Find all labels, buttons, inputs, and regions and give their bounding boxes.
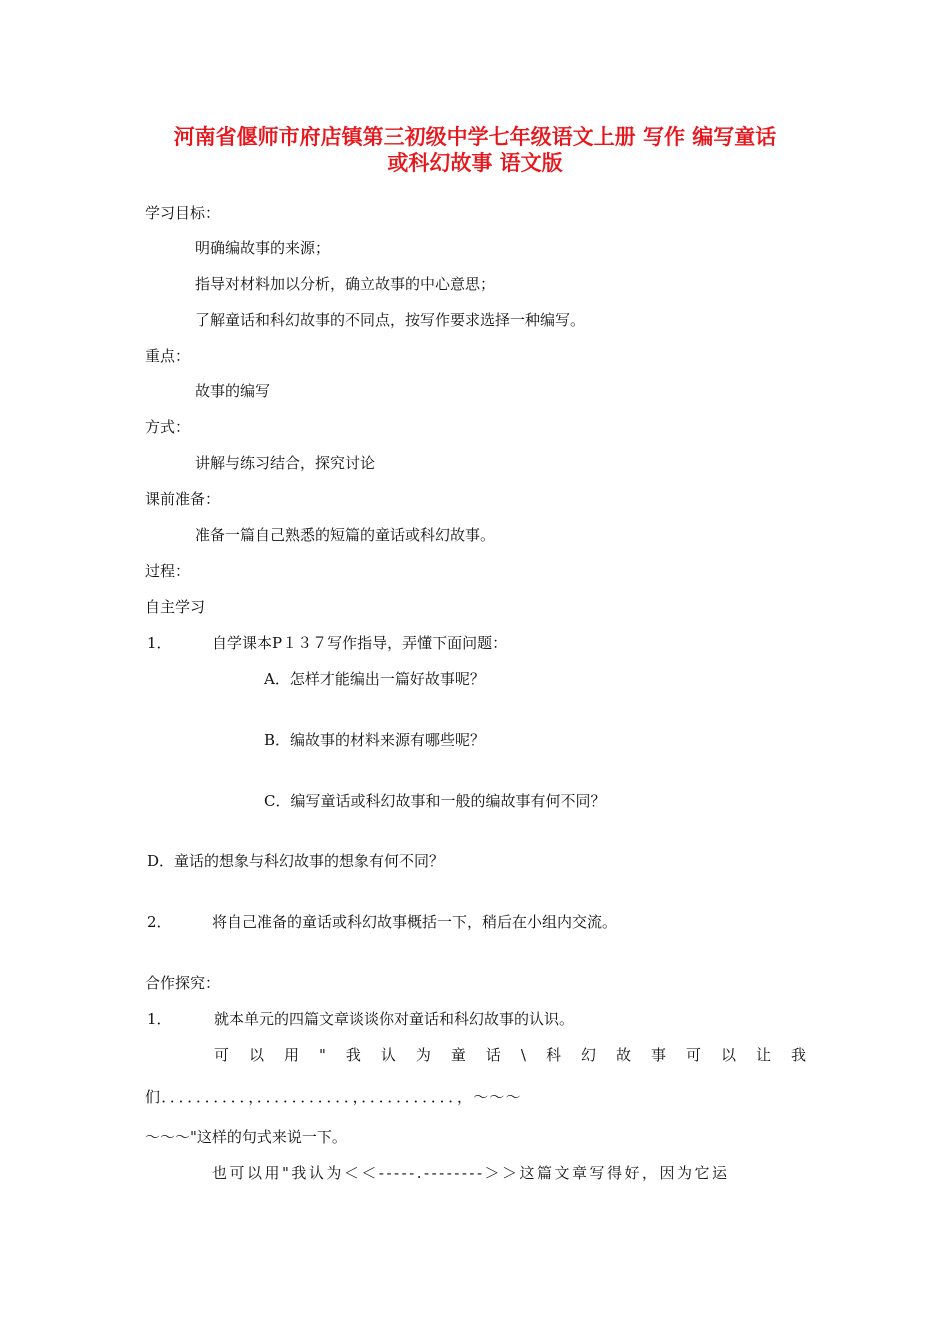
spread-char: 认 xyxy=(380,1046,396,1064)
alternative-pattern-line: 也可以用"我认为＜＜-----.--------＞＞这篇文章写得好，因为它运 xyxy=(212,1164,730,1182)
spread-char: 幻 xyxy=(580,1046,596,1064)
goal-item-1: 明确编故事的来源； xyxy=(195,239,331,257)
method-heading: 方式： xyxy=(145,418,191,436)
spread-char: \ xyxy=(520,1046,526,1064)
question-c: C．编写童话或科幻故事和一般的编故事有何不同？ xyxy=(264,792,606,810)
question-1-number: 1． xyxy=(147,634,172,652)
question-1-text: 自学课本P１３７写作指导，弄懂下面问题： xyxy=(212,634,508,652)
spread-char: 可 xyxy=(214,1046,230,1064)
question-2-number: 2． xyxy=(147,913,172,931)
spread-char: 用 xyxy=(284,1046,300,1064)
spread-char: 我 xyxy=(345,1046,361,1064)
document-title-line-2: 或科幻故事 语文版 xyxy=(387,151,563,175)
spread-char: 话 xyxy=(485,1046,501,1064)
prep-heading: 课前准备： xyxy=(145,490,221,508)
coop-1-text: 就本单元的四篇文章谈谈你对童话和科幻故事的认识。 xyxy=(214,1010,575,1028)
spread-char: 童 xyxy=(450,1046,466,1064)
coop-1-number: 1． xyxy=(147,1010,172,1028)
sentence-pattern-continuation: 们．．．．．．．．．．，．．．．．．．．．．．，．．．．．．．．．．．，～～～ xyxy=(145,1088,522,1106)
spread-char: 以 xyxy=(720,1046,736,1064)
goal-item-3: 了解童话和科幻故事的不同点，按写作要求选择一种编写。 xyxy=(195,311,586,329)
method-text: 讲解与练习结合，探究讨论 xyxy=(195,454,376,472)
spread-char: 事 xyxy=(650,1046,666,1064)
spread-char: 以 xyxy=(249,1046,265,1064)
self-study-heading: 自主学习 xyxy=(145,598,206,616)
spread-char: 可 xyxy=(685,1046,701,1064)
focus-text: 故事的编写 xyxy=(195,382,271,400)
process-heading: 过程： xyxy=(145,562,191,580)
focus-heading: 重点： xyxy=(145,347,191,365)
spread-char: 科 xyxy=(545,1046,561,1064)
goals-heading: 学习目标： xyxy=(145,204,221,222)
coop-heading: 合作探究： xyxy=(145,974,221,992)
prep-text: 准备一篇自己熟悉的短篇的童话或科幻故事。 xyxy=(195,526,496,544)
document-title-line-1: 河南省偃师市府店镇第三初级中学七年级语文上册 写作 编写童话 xyxy=(173,125,777,149)
spread-char: 为 xyxy=(415,1046,431,1064)
question-d: D．童话的想象与科幻故事的想象有何不同？ xyxy=(147,852,445,870)
goal-item-2: 指导对材料加以分析，确立故事的中心意思； xyxy=(195,275,496,293)
spread-char: 让 xyxy=(755,1046,771,1064)
spread-char: " xyxy=(319,1046,326,1064)
question-a: A．怎样才能编出一篇好故事呢？ xyxy=(264,670,485,688)
sentence-pattern-end: ～～～"这样的句式来说一下。 xyxy=(145,1128,347,1146)
question-b: B．编故事的材料来源有哪些呢？ xyxy=(264,731,486,749)
question-2-text: 将自己准备的童话或科幻故事概括一下，稍后在小组内交流。 xyxy=(212,913,618,931)
spread-char: 我 xyxy=(790,1046,806,1064)
spread-char: 故 xyxy=(615,1046,631,1064)
sentence-pattern-line xyxy=(214,1045,806,1065)
